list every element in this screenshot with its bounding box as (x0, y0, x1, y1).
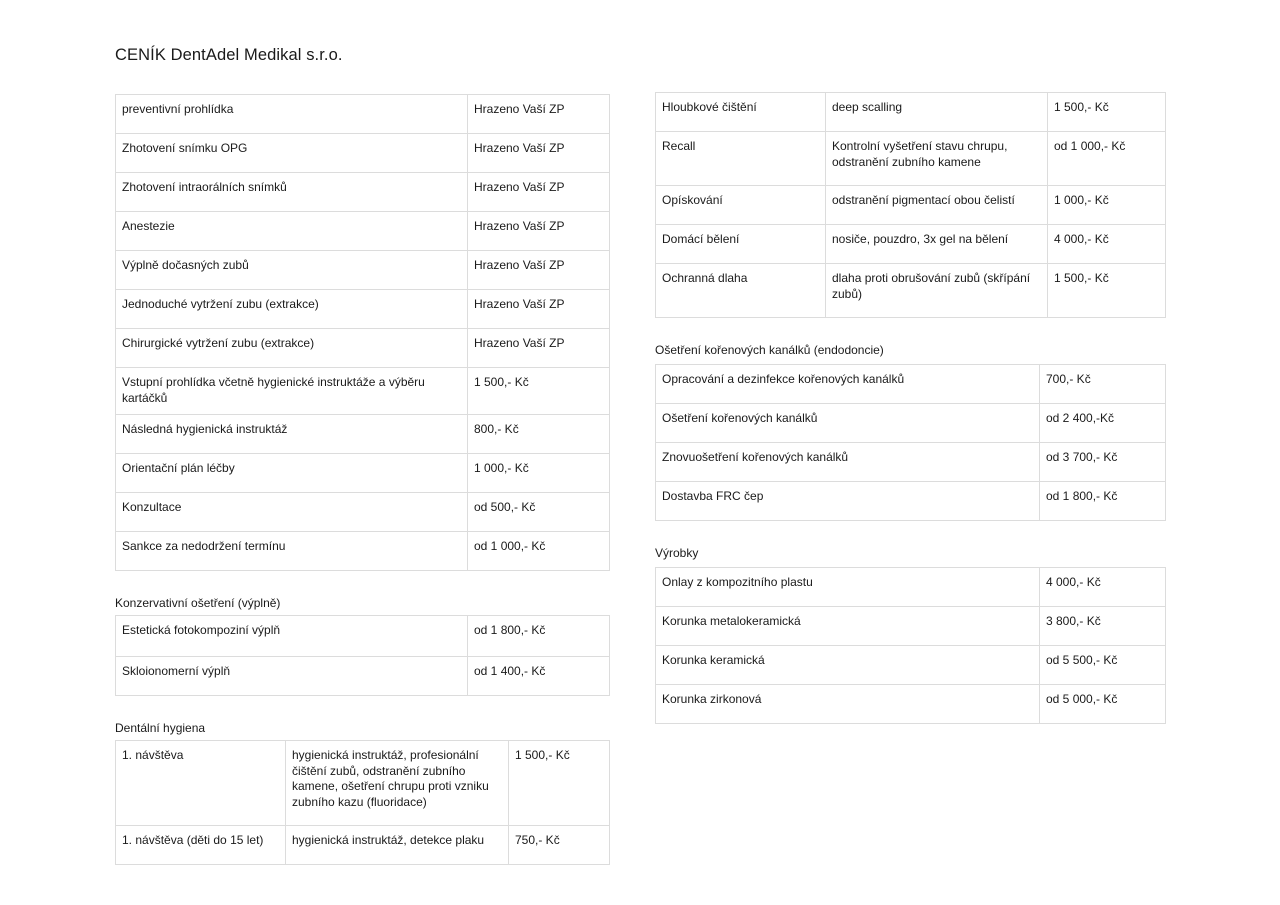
left-column (115, 94, 610, 865)
section-heading-endo: Ošetření kořenových kanálků (endodoncie) (655, 343, 884, 357)
service-price: od 1 000,- Kč (1048, 132, 1166, 186)
table-row (656, 482, 1166, 521)
service-price: od 3 700,- Kč (1040, 443, 1166, 482)
service-name: preventivní prohlídka (116, 95, 468, 134)
section-heading-products: Výrobky (655, 546, 699, 560)
table-row (116, 134, 610, 173)
table-row (116, 212, 610, 251)
service-name: Korunka keramická (656, 646, 1040, 685)
table-row (116, 368, 610, 415)
service-name: 1. návštěva (116, 741, 286, 826)
service-name: Ošetření kořenových kanálků (656, 404, 1040, 443)
table-row (656, 365, 1166, 404)
table-row (656, 225, 1166, 264)
table-row (656, 685, 1166, 724)
service-price: Hrazeno Vaší ZP (468, 173, 610, 212)
service-price: od 2 400,-Kč (1040, 404, 1166, 443)
table-row (116, 657, 610, 696)
service-name: Konzultace (116, 493, 468, 532)
table-row (116, 95, 610, 134)
service-price: 1 000,- Kč (1048, 186, 1166, 225)
service-name: Ochranná dlaha (656, 264, 826, 318)
table-row (116, 532, 610, 571)
service-name: Následná hygienická instruktáž (116, 415, 468, 454)
service-price: Hrazeno Vaší ZP (468, 251, 610, 290)
service-price: od 5 000,- Kč (1040, 685, 1166, 724)
service-price: Hrazeno Vaší ZP (468, 134, 610, 173)
hygiene-price-table (115, 740, 610, 865)
service-price: 1 000,- Kč (468, 454, 610, 493)
table-row (116, 251, 610, 290)
table-row (116, 616, 610, 657)
service-name: Skloionomerní výplň (116, 657, 468, 696)
table-row (116, 741, 610, 826)
table-row (116, 826, 610, 865)
service-price: 4 000,- Kč (1048, 225, 1166, 264)
table-row (656, 93, 1166, 132)
section-heading-conservative: Konzervativní ošetření (výplně) (115, 596, 281, 610)
service-price: 800,- Kč (468, 415, 610, 454)
service-price: od 5 500,- Kč (1040, 646, 1166, 685)
table-row (656, 132, 1166, 186)
service-price: 1 500,- Kč (1048, 93, 1166, 132)
service-name: Vstupní prohlídka včetně hygienické instruktáže a výběru kartáčků (116, 368, 468, 415)
service-description: dlaha proti obrušování zubů (skřípání zubů) (826, 264, 1048, 318)
table-row (116, 173, 610, 212)
table-row (116, 493, 610, 532)
service-name: Korunka metalokeramická (656, 607, 1040, 646)
service-name: Korunka zirkonová (656, 685, 1040, 724)
page-title: CENÍK DentAdel Medikal s.r.o. (115, 46, 343, 64)
service-price: 3 800,- Kč (1040, 607, 1166, 646)
service-price: od 500,- Kč (468, 493, 610, 532)
service-name: Sankce za nedodržení termínu (116, 532, 468, 571)
table-row (116, 329, 610, 368)
service-price: Hrazeno Vaší ZP (468, 329, 610, 368)
service-name: Znovuošetření kořenových kanálků (656, 443, 1040, 482)
endo-price-table (655, 364, 1166, 521)
service-price: od 1 400,- Kč (468, 657, 610, 696)
service-price: 700,- Kč (1040, 365, 1166, 404)
service-name: Recall (656, 132, 826, 186)
service-description: nosiče, pouzdro, 3x gel na bělení (826, 225, 1048, 264)
service-description: Kontrolní vyšetření stavu chrupu, odstranění zubního kamene (826, 132, 1048, 186)
service-name: Estetická fotokompoziní výplň (116, 616, 468, 657)
table-row (656, 607, 1166, 646)
service-name: Výplně dočasných zubů (116, 251, 468, 290)
service-price: 4 000,- Kč (1040, 568, 1166, 607)
table-row (656, 443, 1166, 482)
service-name: Orientační plán léčby (116, 454, 468, 493)
table-row (656, 186, 1166, 225)
table-row (656, 646, 1166, 685)
service-name: Dostavba FRC čep (656, 482, 1040, 521)
service-name: Chirurgické vytržení zubu (extrakce) (116, 329, 468, 368)
section-heading-hygiene: Dentální hygiena (115, 721, 206, 735)
service-name: Hloubkové čištění (656, 93, 826, 132)
right-column (655, 92, 1166, 724)
service-name: 1. návštěva (děti do 15 let) (116, 826, 286, 865)
products-price-table (655, 567, 1166, 724)
service-name: Opískování (656, 186, 826, 225)
service-description: odstranění pigmentací obou čelistí (826, 186, 1048, 225)
service-price: Hrazeno Vaší ZP (468, 95, 610, 134)
service-name: Opracování a dezinfekce kořenových kanálků (656, 365, 1040, 404)
service-name: Anestezie (116, 212, 468, 251)
table-row (116, 454, 610, 493)
service-price: od 1 000,- Kč (468, 532, 610, 571)
service-price: od 1 800,- Kč (468, 616, 610, 657)
service-price: Hrazeno Vaší ZP (468, 212, 610, 251)
service-price: 1 500,- Kč (1048, 264, 1166, 318)
table-row (656, 404, 1166, 443)
table-row (656, 264, 1166, 318)
service-price: 1 500,- Kč (468, 368, 610, 415)
conservative-price-table (115, 615, 610, 696)
service-price: 750,- Kč (509, 826, 610, 865)
hygiene-extra-price-table (655, 92, 1166, 318)
service-name: Zhotovení intraorálních snímků (116, 173, 468, 212)
service-price: od 1 800,- Kč (1040, 482, 1166, 521)
service-name: Zhotovení snímku OPG (116, 134, 468, 173)
service-name: Domácí bělení (656, 225, 826, 264)
service-price: 1 500,- Kč (509, 741, 610, 826)
general-price-table (115, 94, 610, 571)
table-row (656, 568, 1166, 607)
service-name: Jednoduché vytržení zubu (extrakce) (116, 290, 468, 329)
table-row (116, 290, 610, 329)
service-description: hygienická instruktáž, detekce plaku (286, 826, 509, 865)
service-name: Onlay z kompozitního plastu (656, 568, 1040, 607)
service-price: Hrazeno Vaší ZP (468, 290, 610, 329)
service-description: hygienická instruktáž, profesionální čištění zubů, odstranění zubního kamene, ošetření chrupu proti vzniku zubního kazu (fluoridace) (286, 741, 509, 826)
service-description: deep scalling (826, 93, 1048, 132)
table-row (116, 415, 610, 454)
